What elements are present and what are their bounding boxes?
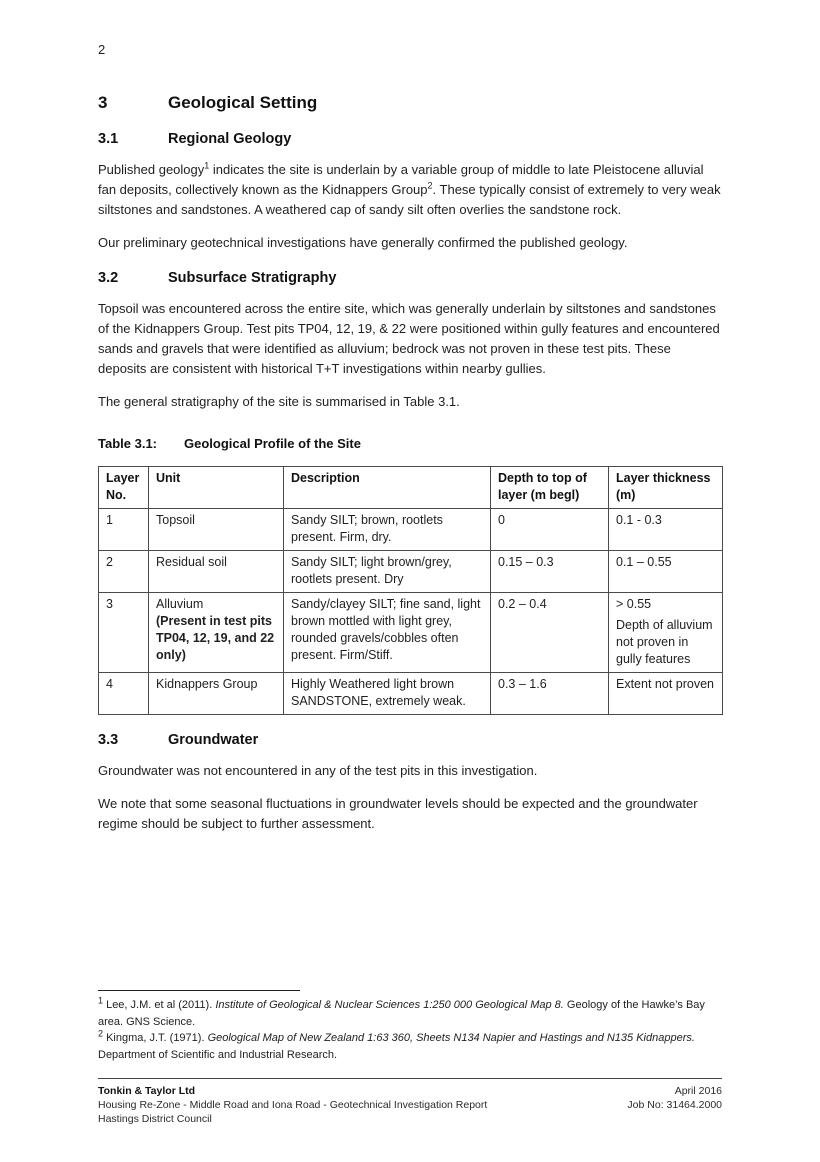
footer-project: Housing Re-Zone - Middle Road and Iona Road - Geotechnical Investigation Report: [98, 1099, 488, 1111]
cell-description: Sandy/clayey SILT; fine sand, light brown mottled with light grey, rounded gravels/cobbles often present. Firm/Stiff.: [284, 593, 491, 673]
footer-job-number: Job No: 31464.2000: [627, 1099, 722, 1111]
table-row: [99, 673, 723, 715]
footnote-separator: [98, 990, 300, 991]
footer-client: Hastings District Council: [98, 1113, 212, 1125]
text-run: Lee, J.M. et al (2011).: [103, 999, 216, 1011]
paragraph-groundwater-2: We note that some seasonal fluctuations in groundwater levels should be expected and the groundwater regime should be subject to further assessment.: [98, 796, 698, 831]
footer-separator: [98, 1078, 722, 1079]
table-caption: [98, 436, 722, 452]
cell-unit: Topsoil: [149, 509, 284, 551]
cell-depth: 0.15 – 0.3: [491, 551, 609, 593]
cell-description: Highly Weathered light brown SANDSTONE, extremely weak.: [284, 673, 491, 715]
text-run: indicates the site is underlain by a variable group of middle to late Pleistocene alluvial fan deposits, collectively known as the Kidnappers Group: [98, 162, 704, 197]
section-number: 3: [98, 93, 108, 112]
cell-layer-no: 4: [99, 673, 149, 715]
text-run: Kingma, J.T. (1971).: [103, 1032, 208, 1044]
paragraph-stratigraphy-1: Topsoil was encountered across the entire site, which was generally underlain by siltstones and sandstones of the Kidnappers Group. Test pits TP04, 12, 19, & 22 were positioned within gully features and encountered sands and gravels that were identified as alluvium; bedrock was not proven in these test pits. These deposits are consistent with historical T+T investigations within nearby gullies.: [98, 301, 720, 376]
cell-description: Sandy SILT; brown, rootlets present. Firm, dry.: [284, 509, 491, 551]
table-row: [99, 593, 723, 673]
footnote-ref-2: 2: [427, 180, 433, 191]
footer-right: [627, 1084, 722, 1126]
cell-description: Sandy SILT; light brown/grey, rootlets present. Dry: [284, 551, 491, 593]
table-caption-title: Geological Profile of the Site: [184, 436, 361, 451]
cell-depth: 0.3 – 1.6: [491, 673, 609, 715]
cell-thickness: > 0.55 Depth of alluvium not proven in gully features: [609, 593, 723, 673]
section-heading-3-1: [98, 130, 722, 149]
footnote-ref-1: 1: [204, 160, 210, 171]
section-title: Regional Geology: [168, 131, 292, 147]
footnote-2: [98, 1030, 722, 1063]
cell-layer-no: 2: [99, 551, 149, 593]
cell-thickness: Extent not proven: [609, 673, 723, 715]
cell-unit: Kidnappers Group: [149, 673, 284, 715]
citation-title: Institute of Geological & Nuclear Sciences 1:250 000 Geological Map 8.: [215, 999, 564, 1011]
footnotes-block: [98, 990, 722, 1063]
section-number: 3.2: [98, 270, 119, 286]
col-header-depth: Depth to top of layer (m begl): [491, 467, 609, 509]
paragraph-groundwater-1: Groundwater was not encountered in any of the test pits in this investigation.: [98, 763, 538, 778]
cell-thickness: 0.1 – 0.55: [609, 551, 723, 593]
footer-company: Tonkin & Taylor Ltd: [98, 1085, 196, 1097]
page-footer: [98, 1078, 722, 1126]
citation-title: Geological Map of New Zealand 1:63 360, Sheets N134 Napier and Hastings and N135 Kidnappers.: [207, 1032, 695, 1044]
section-number: 3.1: [98, 131, 119, 147]
col-header-unit: Unit: [149, 467, 284, 509]
cell-depth: 0: [491, 509, 609, 551]
cell-depth: 0.2 – 0.4: [491, 593, 609, 673]
page-number: 2: [98, 42, 106, 57]
footer-date: April 2016: [674, 1085, 722, 1097]
text-run: Geology of the Hawke’s Bay area. GNS Science.: [98, 999, 705, 1028]
section-heading-3-2: [98, 269, 722, 288]
cell-thickness: 0.1 - 0.3: [609, 509, 723, 551]
paragraph-regional-geology-2: Our preliminary geotechnical investigations have generally confirmed the published geology.: [98, 235, 628, 250]
section-title: Groundwater: [168, 732, 259, 748]
footnote-1: [98, 997, 722, 1030]
table-row: [99, 551, 723, 593]
text-run: Department of Scientific and Industrial Research.: [98, 1048, 338, 1061]
footnote-marker: 1: [98, 995, 104, 1006]
col-header-layer-no: Layer No.: [99, 467, 149, 509]
footer-left: [98, 1084, 487, 1126]
section-number: 3.3: [98, 732, 119, 748]
section-heading-3: [98, 92, 722, 114]
section-heading-3-3: [98, 731, 722, 750]
col-header-description: Description: [284, 467, 491, 509]
text-run: . These typically consist of extremely to very weak siltstones and sandstones. A weathered cap of sandy silt often overlies the sandstone rock.: [98, 182, 721, 217]
cell-unit: Alluvium (Present in test pits TP04, 12, 19, and 22 only): [149, 593, 284, 673]
col-header-thickness: Layer thickness (m): [609, 467, 723, 509]
section-title: Subsurface Stratigraphy: [168, 270, 337, 286]
cell-layer-no: 1: [99, 509, 149, 551]
paragraph-regional-geology-1: [98, 160, 722, 220]
table-caption-label: Table 3.1:: [98, 436, 158, 451]
text-run: Published geology: [98, 162, 205, 177]
geological-profile-table: [98, 466, 723, 715]
footnote-marker: 2: [98, 1028, 104, 1039]
paragraph-stratigraphy-2: The general stratigraphy of the site is summarised in Table 3.1.: [98, 394, 460, 409]
table-row: [99, 509, 723, 551]
table-header-row: [99, 467, 723, 509]
cell-layer-no: 3: [99, 593, 149, 673]
section-title: Geological Setting: [168, 93, 318, 112]
cell-unit: Residual soil: [149, 551, 284, 593]
